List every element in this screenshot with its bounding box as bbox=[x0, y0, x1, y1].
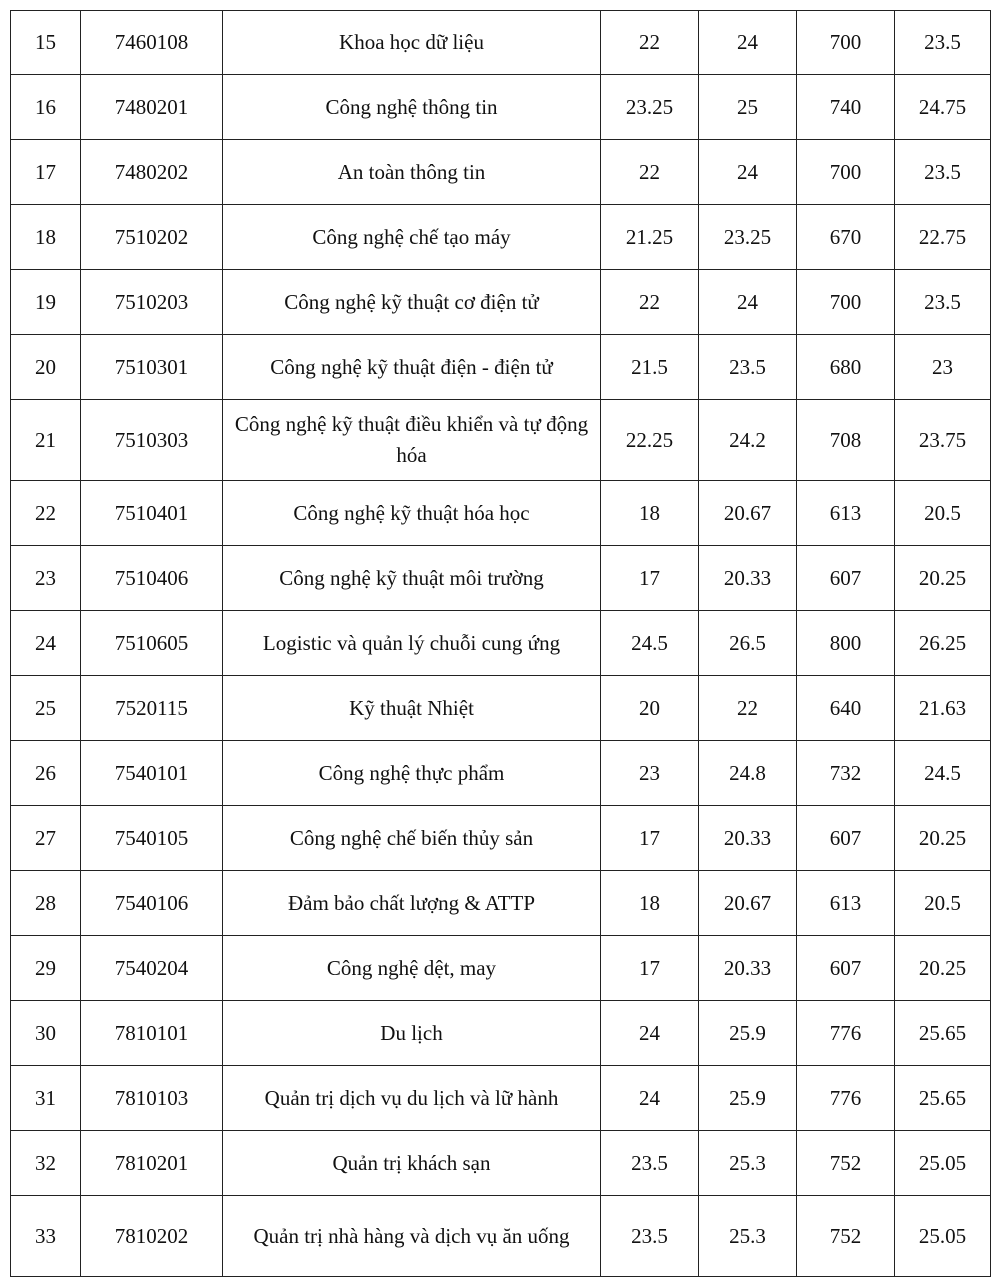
major-code-cell: 7540106 bbox=[81, 871, 223, 936]
table-row bbox=[11, 741, 991, 806]
row-number-cell: 15 bbox=[11, 11, 81, 75]
score-cell-1: 22 bbox=[601, 11, 699, 75]
score-cell-3: 708 bbox=[797, 400, 895, 481]
major-name-cell: Công nghệ kỹ thuật hóa học bbox=[223, 481, 601, 546]
row-number-cell: 25 bbox=[11, 676, 81, 741]
major-code-cell: 7810101 bbox=[81, 1001, 223, 1066]
row-number-cell: 26 bbox=[11, 741, 81, 806]
major-code-cell: 7810103 bbox=[81, 1066, 223, 1131]
table-row bbox=[11, 871, 991, 936]
score-cell-3: 776 bbox=[797, 1001, 895, 1066]
score-cell-3: 700 bbox=[797, 270, 895, 335]
table-row bbox=[11, 1066, 991, 1131]
score-cell-3: 752 bbox=[797, 1196, 895, 1277]
table-row bbox=[11, 546, 991, 611]
table-row bbox=[11, 806, 991, 871]
major-name-cell: Công nghệ chế biến thủy sản bbox=[223, 806, 601, 871]
score-cell-1: 17 bbox=[601, 936, 699, 1001]
major-code-cell: 7810202 bbox=[81, 1196, 223, 1277]
major-code-cell: 7510301 bbox=[81, 335, 223, 400]
major-name-cell: Công nghệ thực phẩm bbox=[223, 741, 601, 806]
row-number-cell: 19 bbox=[11, 270, 81, 335]
table-row bbox=[11, 400, 991, 481]
table-row bbox=[11, 75, 991, 140]
score-cell-1: 18 bbox=[601, 481, 699, 546]
score-cell-4: 25.05 bbox=[895, 1131, 991, 1196]
score-cell-2: 25.9 bbox=[699, 1066, 797, 1131]
score-cell-4: 23.5 bbox=[895, 270, 991, 335]
major-code-cell: 7510202 bbox=[81, 205, 223, 270]
score-cell-3: 700 bbox=[797, 140, 895, 205]
score-cell-1: 23.25 bbox=[601, 75, 699, 140]
table-row bbox=[11, 481, 991, 546]
score-cell-2: 24 bbox=[699, 270, 797, 335]
major-name-cell: Công nghệ thông tin bbox=[223, 75, 601, 140]
table-row bbox=[11, 205, 991, 270]
score-cell-3: 732 bbox=[797, 741, 895, 806]
table-row bbox=[11, 1131, 991, 1196]
score-cell-1: 21.5 bbox=[601, 335, 699, 400]
score-cell-4: 23.75 bbox=[895, 400, 991, 481]
score-cell-3: 607 bbox=[797, 936, 895, 1001]
table-row bbox=[11, 140, 991, 205]
score-cell-3: 607 bbox=[797, 806, 895, 871]
score-cell-1: 24 bbox=[601, 1066, 699, 1131]
score-cell-4: 25.65 bbox=[895, 1001, 991, 1066]
major-code-cell: 7510401 bbox=[81, 481, 223, 546]
score-cell-1: 22 bbox=[601, 140, 699, 205]
score-cell-3: 800 bbox=[797, 611, 895, 676]
score-cell-4: 25.65 bbox=[895, 1066, 991, 1131]
major-name-cell: Du lịch bbox=[223, 1001, 601, 1066]
major-code-cell: 7540204 bbox=[81, 936, 223, 1001]
major-code-cell: 7540105 bbox=[81, 806, 223, 871]
major-name-cell: Khoa học dữ liệu bbox=[223, 11, 601, 75]
table-row bbox=[11, 270, 991, 335]
score-cell-4: 25.05 bbox=[895, 1196, 991, 1277]
score-cell-1: 22 bbox=[601, 270, 699, 335]
table-body bbox=[11, 11, 991, 1277]
major-name-cell: Kỹ thuật Nhiệt bbox=[223, 676, 601, 741]
table-row bbox=[11, 936, 991, 1001]
table-row bbox=[11, 1001, 991, 1066]
score-cell-2: 25.3 bbox=[699, 1196, 797, 1277]
row-number-cell: 33 bbox=[11, 1196, 81, 1277]
major-code-cell: 7460108 bbox=[81, 11, 223, 75]
major-name-cell: Công nghệ kỹ thuật điện - điện tử bbox=[223, 335, 601, 400]
score-cell-2: 24 bbox=[699, 140, 797, 205]
score-cell-1: 18 bbox=[601, 871, 699, 936]
score-cell-3: 607 bbox=[797, 546, 895, 611]
row-number-cell: 28 bbox=[11, 871, 81, 936]
major-code-cell: 7510605 bbox=[81, 611, 223, 676]
major-name-cell: Quản trị khách sạn bbox=[223, 1131, 601, 1196]
row-number-cell: 22 bbox=[11, 481, 81, 546]
major-name-cell: Công nghệ kỹ thuật cơ điện tử bbox=[223, 270, 601, 335]
score-cell-2: 24.8 bbox=[699, 741, 797, 806]
score-cell-4: 22.75 bbox=[895, 205, 991, 270]
major-name-cell: Công nghệ kỹ thuật môi trường bbox=[223, 546, 601, 611]
row-number-cell: 20 bbox=[11, 335, 81, 400]
score-cell-2: 22 bbox=[699, 676, 797, 741]
table-row bbox=[11, 611, 991, 676]
score-cell-3: 670 bbox=[797, 205, 895, 270]
score-cell-1: 17 bbox=[601, 806, 699, 871]
score-cell-2: 23.5 bbox=[699, 335, 797, 400]
admission-score-table bbox=[10, 10, 991, 1277]
score-cell-3: 740 bbox=[797, 75, 895, 140]
row-number-cell: 27 bbox=[11, 806, 81, 871]
row-number-cell: 29 bbox=[11, 936, 81, 1001]
major-code-cell: 7520115 bbox=[81, 676, 223, 741]
major-name-cell: Đảm bảo chất lượng & ATTP bbox=[223, 871, 601, 936]
major-name-cell: Công nghệ kỹ thuật điều khiển và tự động hóa bbox=[223, 400, 601, 481]
major-code-cell: 7810201 bbox=[81, 1131, 223, 1196]
row-number-cell: 18 bbox=[11, 205, 81, 270]
table-row bbox=[11, 1196, 991, 1277]
score-cell-2: 20.67 bbox=[699, 871, 797, 936]
score-cell-4: 24.75 bbox=[895, 75, 991, 140]
score-cell-1: 20 bbox=[601, 676, 699, 741]
major-name-cell: An toàn thông tin bbox=[223, 140, 601, 205]
row-number-cell: 31 bbox=[11, 1066, 81, 1131]
score-cell-1: 23 bbox=[601, 741, 699, 806]
score-cell-3: 613 bbox=[797, 481, 895, 546]
score-cell-3: 752 bbox=[797, 1131, 895, 1196]
table-row bbox=[11, 335, 991, 400]
score-cell-1: 24.5 bbox=[601, 611, 699, 676]
row-number-cell: 32 bbox=[11, 1131, 81, 1196]
score-cell-4: 20.5 bbox=[895, 481, 991, 546]
score-cell-2: 23.25 bbox=[699, 205, 797, 270]
major-name-cell: Quản trị nhà hàng và dịch vụ ăn uống bbox=[223, 1196, 601, 1277]
row-number-cell: 16 bbox=[11, 75, 81, 140]
score-cell-1: 24 bbox=[601, 1001, 699, 1066]
major-name-cell: Công nghệ chế tạo máy bbox=[223, 205, 601, 270]
score-cell-2: 25.3 bbox=[699, 1131, 797, 1196]
score-cell-4: 26.25 bbox=[895, 611, 991, 676]
score-cell-2: 20.67 bbox=[699, 481, 797, 546]
row-number-cell: 23 bbox=[11, 546, 81, 611]
score-cell-1: 17 bbox=[601, 546, 699, 611]
score-cell-3: 613 bbox=[797, 871, 895, 936]
score-cell-3: 776 bbox=[797, 1066, 895, 1131]
score-cell-3: 700 bbox=[797, 11, 895, 75]
score-cell-4: 20.5 bbox=[895, 871, 991, 936]
major-name-cell: Quản trị dịch vụ du lịch và lữ hành bbox=[223, 1066, 601, 1131]
major-code-cell: 7510406 bbox=[81, 546, 223, 611]
score-cell-2: 25 bbox=[699, 75, 797, 140]
table-row bbox=[11, 11, 991, 75]
score-cell-4: 20.25 bbox=[895, 546, 991, 611]
score-cell-2: 25.9 bbox=[699, 1001, 797, 1066]
row-number-cell: 24 bbox=[11, 611, 81, 676]
major-code-cell: 7510203 bbox=[81, 270, 223, 335]
major-code-cell: 7510303 bbox=[81, 400, 223, 481]
row-number-cell: 17 bbox=[11, 140, 81, 205]
score-cell-2: 24 bbox=[699, 11, 797, 75]
score-cell-4: 24.5 bbox=[895, 741, 991, 806]
score-cell-1: 22.25 bbox=[601, 400, 699, 481]
score-cell-4: 20.25 bbox=[895, 936, 991, 1001]
table-row bbox=[11, 676, 991, 741]
score-cell-4: 23.5 bbox=[895, 11, 991, 75]
score-cell-4: 20.25 bbox=[895, 806, 991, 871]
score-cell-1: 23.5 bbox=[601, 1196, 699, 1277]
score-cell-3: 640 bbox=[797, 676, 895, 741]
major-code-cell: 7480201 bbox=[81, 75, 223, 140]
score-cell-2: 26.5 bbox=[699, 611, 797, 676]
score-cell-1: 23.5 bbox=[601, 1131, 699, 1196]
major-code-cell: 7540101 bbox=[81, 741, 223, 806]
score-cell-4: 21.63 bbox=[895, 676, 991, 741]
score-cell-4: 23 bbox=[895, 335, 991, 400]
score-cell-3: 680 bbox=[797, 335, 895, 400]
score-cell-2: 20.33 bbox=[699, 936, 797, 1001]
major-name-cell: Công nghệ dệt, may bbox=[223, 936, 601, 1001]
score-cell-2: 20.33 bbox=[699, 806, 797, 871]
score-cell-1: 21.25 bbox=[601, 205, 699, 270]
score-cell-4: 23.5 bbox=[895, 140, 991, 205]
score-cell-2: 24.2 bbox=[699, 400, 797, 481]
major-name-cell: Logistic và quản lý chuỗi cung ứng bbox=[223, 611, 601, 676]
row-number-cell: 30 bbox=[11, 1001, 81, 1066]
major-code-cell: 7480202 bbox=[81, 140, 223, 205]
row-number-cell: 21 bbox=[11, 400, 81, 481]
score-cell-2: 20.33 bbox=[699, 546, 797, 611]
